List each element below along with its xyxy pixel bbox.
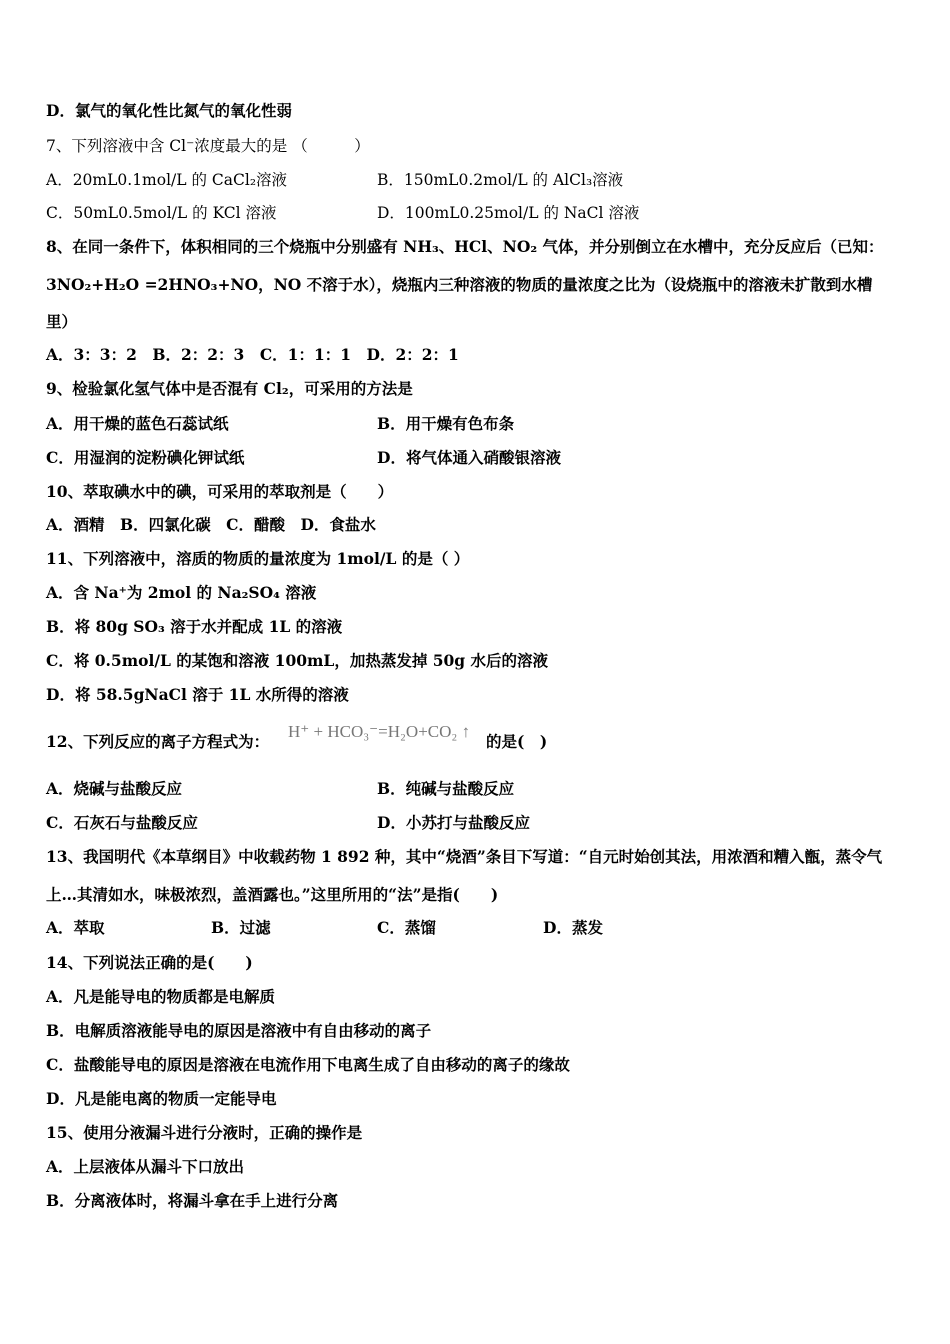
line-text: 10、萃取碘水中的碘，可采用的萃取剂是（ ）	[46, 482, 394, 501]
text-line	[46, 615, 910, 639]
text-line	[46, 99, 910, 123]
text-line	[46, 1019, 910, 1043]
text-line	[46, 480, 910, 504]
line-text: 13、我国明代《本草纲目》中收载药物 1 892 种，其中“烧酒”条目下写道：“自元时始创其法，用浓酒和糟入甑，蒸令气	[46, 847, 883, 866]
line-text: 3NO₂+H₂O =2HNO₃+NO，NO 不溶于水），烧瓶内三种溶液的物质的量浓度之比为（设烧瓶中的溶液未扩散到水槽	[46, 275, 873, 294]
option-text: A．萃取	[46, 918, 105, 937]
option-text: B．过滤	[211, 918, 271, 937]
option-text: C．石灰石与盐酸反应	[46, 813, 198, 832]
text-line	[46, 916, 910, 940]
text-line	[46, 1053, 910, 1077]
line-text: 15、使用分液漏斗进行分液时，正确的操作是	[46, 1123, 363, 1142]
line-text: 里）	[46, 312, 78, 331]
option-text: A．用干燥的蓝色石蕊试纸	[46, 414, 229, 433]
text-line	[46, 547, 910, 571]
option-text: B．纯碱与盐酸反应	[377, 779, 515, 798]
option-text: A．烧碱与盐酸反应	[46, 779, 183, 798]
line-text: D．将 58.5gNaCl 溶于 1L 水所得的溶液	[46, 685, 349, 704]
line-text: A．酒精 B．四氯化碳 C．醋酸 D．食盐水	[46, 515, 376, 534]
text-line	[46, 845, 910, 869]
text-line	[46, 235, 910, 259]
question-12-tail: 的是( )	[486, 732, 548, 751]
option-text: C．蒸馏	[377, 918, 436, 937]
line-text: B．将 80g SO₃ 溶于水并配成 1L 的溶液	[46, 617, 343, 636]
text-line	[46, 1155, 910, 1179]
line-text: 8、在同一条件下，体积相同的三个烧瓶中分别盛有 NH₃、HCl、NO₂ 气体，并分别倒立在水槽中，充分反应后（已知：	[46, 237, 884, 256]
text-line	[46, 513, 910, 537]
text-line	[46, 883, 910, 907]
line-text: B．分离液体时，将漏斗拿在手上进行分离	[46, 1191, 339, 1210]
ionic-equation-image: H⁺ + HCO₃⁻=H₂O+CO₂ ↑	[288, 722, 471, 741]
option-text: B．150mL0.2mol/L 的 AlCl₃溶液	[377, 171, 624, 189]
text-line	[46, 777, 910, 801]
text-line	[46, 683, 910, 707]
line-text: A．3：3：2 B．2：2：3 C．1：1：1 D．2：2：1	[46, 345, 459, 364]
line-text: D．氯气的氧化性比氮气的氧化性弱	[46, 101, 292, 120]
text-line	[46, 811, 910, 835]
line-text: 7、下列溶液中含 Cl⁻浓度最大的是 （ ）	[46, 137, 370, 155]
line-text: B．电解质溶液能导电的原因是溶液中有自由移动的离子	[46, 1021, 432, 1040]
line-text: 14、下列说法正确的是( )	[46, 953, 253, 972]
text-line	[46, 273, 910, 297]
text-line	[46, 446, 910, 470]
line-text: 11、下列溶液中，溶质的物质的量浓度为 1mol/L 的是（ ）	[46, 549, 470, 568]
option-text: A．20mL0.1mol/L 的 CaCl₂溶液	[46, 171, 288, 189]
line-text: 9、检验氯化氢气体中是否混有 Cl₂，可采用的方法是	[46, 379, 413, 398]
text-line	[46, 412, 910, 436]
line-text: D．凡是能电离的物质一定能导电	[46, 1089, 277, 1108]
text-line	[46, 1087, 910, 1111]
question-12-line	[46, 722, 910, 754]
line-text: A．含 Na⁺为 2mol 的 Na₂SO₄ 溶液	[46, 583, 317, 602]
option-text: C．用湿润的淀粉碘化钾试纸	[46, 448, 245, 467]
text-line	[46, 951, 910, 975]
line-text: A．上层液体从漏斗下口放出	[46, 1157, 245, 1176]
text-line	[46, 649, 910, 673]
line-text: C．将 0.5mol/L 的某饱和溶液 100mL，加热蒸发掉 50g 水后的溶液	[46, 651, 549, 670]
line-text: 上…其清如水，味极浓烈，盖酒露也。”这里所用的“法”是指( )	[46, 885, 499, 904]
option-text: D．蒸发	[543, 918, 603, 937]
text-line	[46, 168, 910, 192]
line-text: C．盐酸能导电的原因是溶液在电流作用下电离生成了自由移动的离子的缘故	[46, 1055, 570, 1074]
option-text: D．将气体通入硝酸银溶液	[377, 448, 561, 467]
text-line	[46, 1121, 910, 1145]
option-text: B．用干燥有色布条	[377, 414, 515, 433]
line-text: A．凡是能导电的物质都是电解质	[46, 987, 276, 1006]
text-line	[46, 985, 910, 1009]
text-line	[46, 581, 910, 605]
question-12-stem: 12、下列反应的离子方程式为：	[46, 732, 270, 751]
text-line	[46, 377, 910, 401]
option-text: D．小苏打与盐酸反应	[377, 813, 530, 832]
option-text: D．100mL0.25mol/L 的 NaCl 溶液	[377, 204, 640, 222]
text-line	[46, 310, 910, 334]
text-line	[46, 1189, 910, 1213]
option-text: C．50mL0.5mol/L 的 KCl 溶液	[46, 204, 277, 222]
text-line	[46, 343, 910, 367]
text-line	[46, 134, 910, 158]
text-line	[46, 201, 910, 225]
